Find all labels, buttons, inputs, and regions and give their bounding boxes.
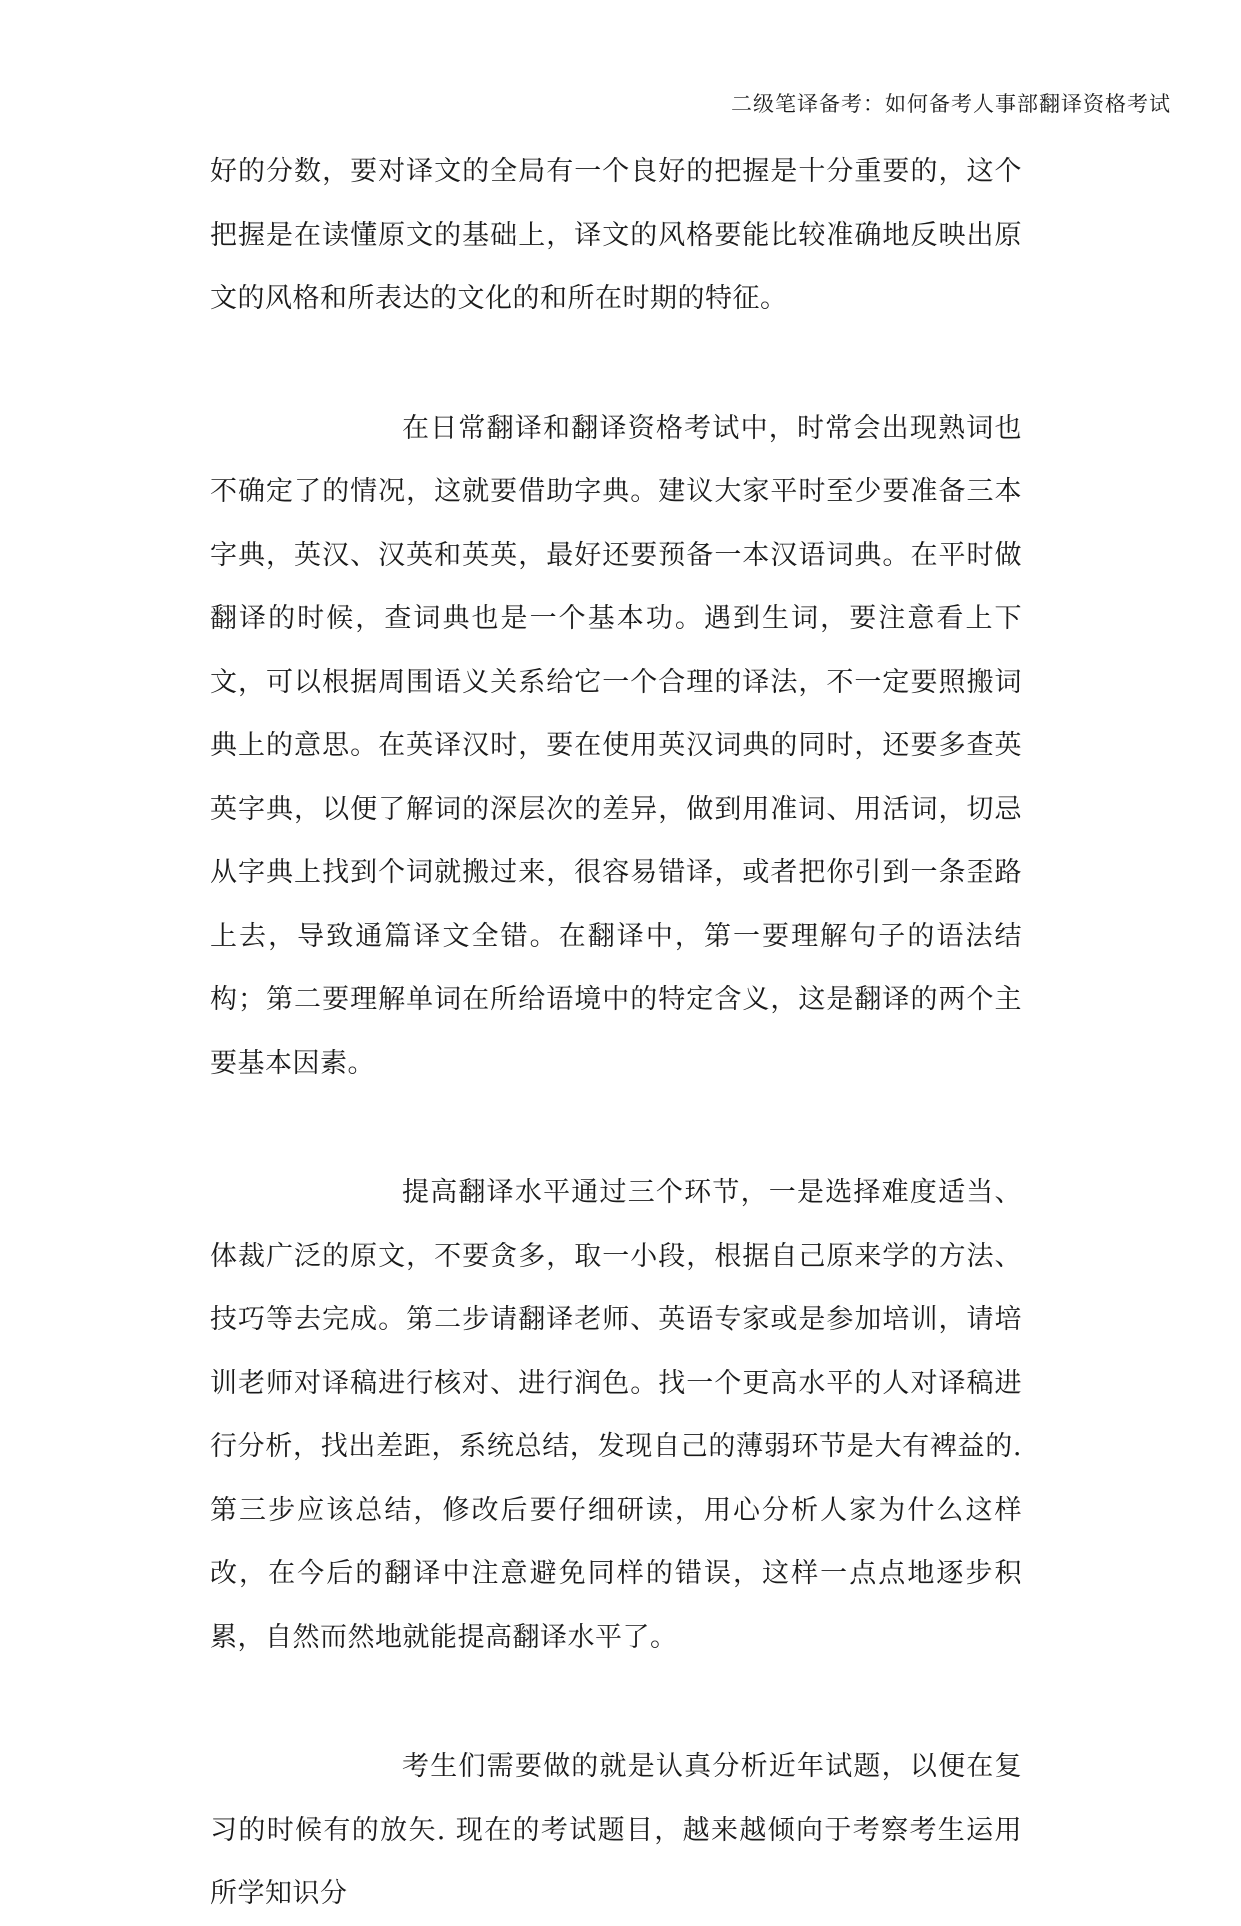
paragraph-exam-analysis: 考生们需要做的就是认真分析近年试题，以便在复习的时候有的放矢. 现在的考试题目，越来越倾向于考察考生运用所学知识分 — [210, 1751, 1022, 1909]
paragraph-spacer — [210, 1669, 1022, 1735]
running-header: 二级笔译备考：如何备考人事部翻译资格考试 — [731, 92, 1171, 116]
body-text — [210, 140, 1022, 1926]
paragraph-continuation: 好的分数，要对译文的全局有一个良好的把握是十分重要的，这个把握是在读懂原文的基础上，译文的风格要能比较准确地反映出原文的风格和所表达的文化的和所在时期的特征。 — [210, 156, 1022, 314]
paragraph-spacer — [210, 331, 1022, 397]
paragraph-spacer — [210, 1095, 1022, 1161]
paragraph-dictionary-use: 在日常翻译和翻译资格考试中，时常会出现熟词也不确定了的情况，这就要借助字典。建议大家平时至少要准备三本字典，英汉、汉英和英英，最好还要预备一本汉语词典。在平时做翻译的时候，查词典也是一个基本功。遇到生词，要注意看上下文，可以根据周围语义关系给它一个合理的译法，不一定要照搬词典上的意思。在英译汉时，要在使用英汉词典的同时，还要多查英英字典，以便了解词的深层次的差异，做到用准词、用活词，切忌从字典上找到个词就搬过来，很容易错译，或者把你引到一条歪路上去，导致通篇译文全错。在翻译中，第一要理解句子的语法结构；第二要理解单词在所给语境中的特定含义，这是翻译的两个主要基本因素。 — [210, 412, 1022, 1079]
paragraph-improve-translation: 提高翻译水平通过三个环节，一是选择难度适当、体裁广泛的原文，不要贪多，取一小段，根据自己原来学的方法、技巧等去完成。第二步请翻译老师、英语专家或是参加培训，请培训老师对译稿进行核对、进行润色。找一个更高水平的人对译稿进行分析，找出差距，系统总结，发现自己的薄弱环节是大有裨益的. 第三步应该总结，修改后要仔细研读，用心分析人家为什么这样改，在今后的翻译中注意避免同样的错误，这样一点点地逐步积累，自然而然地就能提高翻译水平了。 — [210, 1177, 1022, 1653]
